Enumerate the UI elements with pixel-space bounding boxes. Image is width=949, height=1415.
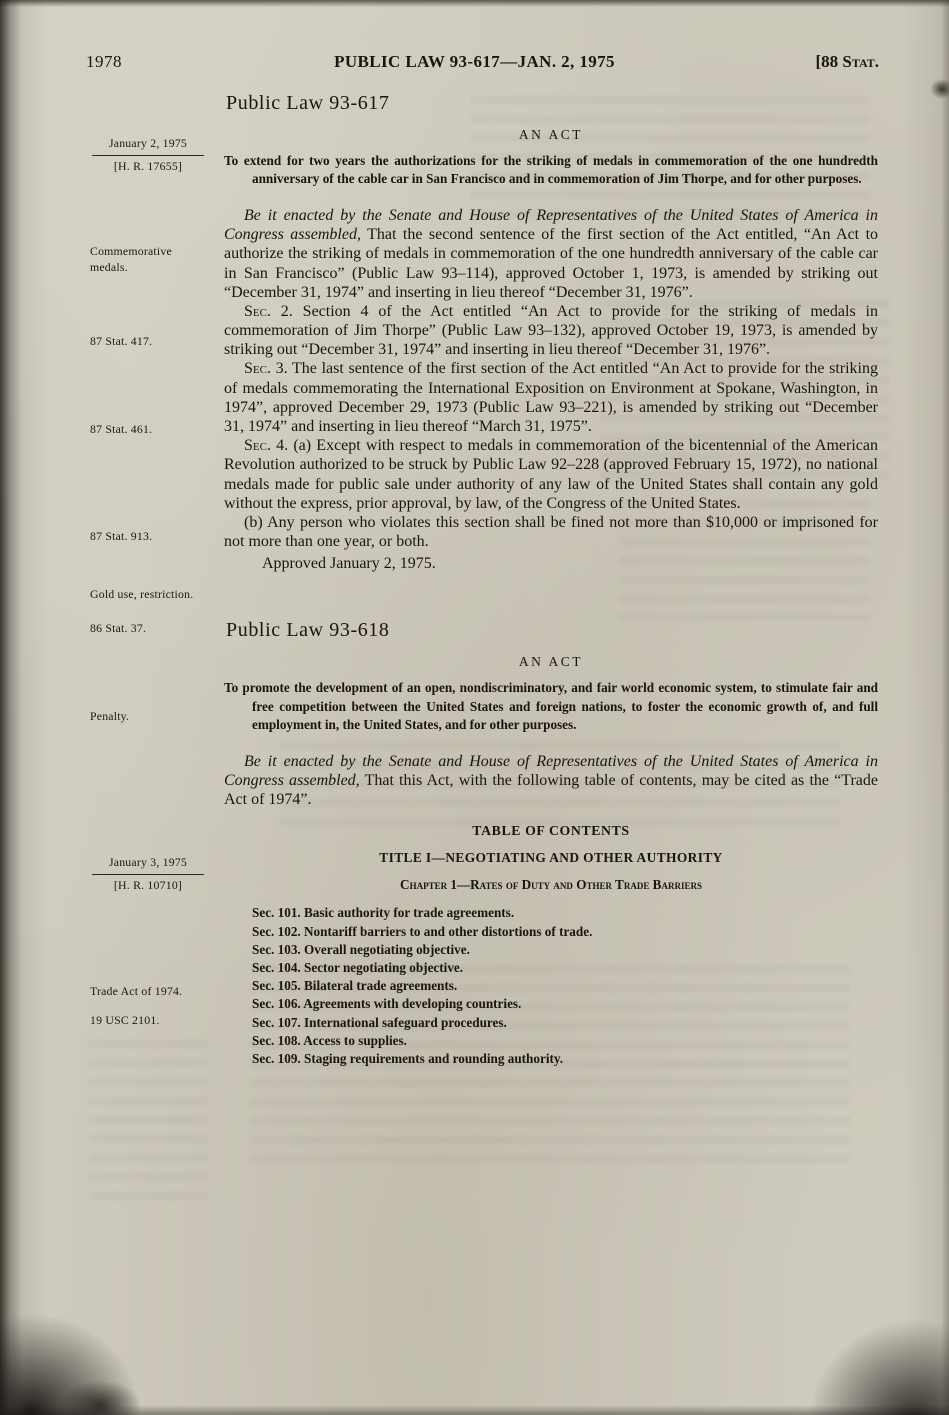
pl618-section-1-text: That this Act, with the following table of contents, may be cited as the “Trade Act of 1974”. (224, 771, 879, 809)
pl618-enacting-clause: Be it enacted by the Senate and House of Representatives of the United States of America in Congress assembled, (224, 752, 878, 789)
margin-note-stat-417: 87 Stat. 417. (90, 334, 153, 348)
page-body (224, 92, 878, 1068)
pl617-section-4b: (b) Any person who violates this section shall be fined not more than $10,000 or imprisoned for not more than one year, or both. (224, 513, 878, 551)
margin-note-gold-use: Gold use, restriction. (90, 587, 194, 601)
margin-bill-number: [H. R. 17655] (113, 158, 183, 173)
margin-note-stat-37: 86 Stat. 37. (90, 621, 147, 635)
margin-bill-number: [H. R. 10710] (113, 877, 183, 892)
margin-note-stat-461: 87 Stat. 461. (90, 422, 153, 436)
margin-note-date-pl618 (86, 855, 210, 893)
scan-smudge-top-right (929, 78, 949, 100)
running-header (0, 52, 949, 76)
pl617-section-2 (224, 302, 878, 360)
toc-entry: Sec. 107. International safeguard procedures. (252, 1014, 507, 1030)
pl617-section-4a (224, 436, 878, 513)
margin-note-stat-913: 87 Stat. 913. (90, 529, 153, 543)
stat-volume-ref: [88 Stat. (815, 52, 879, 71)
pl618-heading: Public Law 93-618 (226, 619, 390, 642)
bleed-through-ghost (88, 1040, 208, 1210)
page-number: 1978 (86, 52, 122, 71)
pl617-enacting-clause: Be it enacted by the Senate and House of Representatives of the United States of America in Congress assembled, (224, 206, 878, 244)
margin-rule (92, 155, 204, 156)
pl617-approval-date: Approved January 2, 1975. (262, 555, 436, 573)
toc-entry: Sec. 101. Basic authority for trade agreements. (252, 905, 515, 921)
scan-edge-shadow-left (0, 0, 22, 1415)
toc-entry: Sec. 104. Sector negotiating objective. (252, 960, 464, 976)
margin-note-trade-act: Trade Act of 1974. (90, 984, 183, 998)
toc-heading: TABLE OF CONTENTS (472, 823, 630, 839)
pl617-section-4a-text: (a) Except with respect to medals in commemoration of the bicentennial of the American Revolution authorized to be struck by Public Law 92–228 (approved February 15, 1972), no national medals made for public sale under authority of any law of the United States shall contain any gold without the express, prior approval, by law, of the Congress of the United States. (224, 437, 878, 512)
pl617-section-3-text: The last sentence of the first section of the Act entitled “An Act to provide for the striking of medals commemorating the International Exposition on Environment at Spokane, Washington, in 1974”, approved December 29, 1973 (Public Law 93–221), is amended by striking out “December 31, 1974” and inserting in lieu thereof “March 31, 1975”. (224, 360, 878, 436)
running-title: PUBLIC LAW 93-617—JAN. 2, 1975 (334, 52, 615, 71)
section-label: Sec. 3. (244, 360, 288, 378)
pl617-section-3 (224, 359, 878, 436)
margin-rule (92, 874, 204, 875)
toc-chapter-1: Chapter 1—Rates of Duty and Other Trade Barriers (400, 877, 702, 893)
margin-note-date-pl617 (86, 136, 210, 174)
toc-title-1: TITLE I—NEGOTIATING AND OTHER AUTHORITY (379, 850, 723, 866)
pl618-preamble: To promote the development of an open, nondiscriminatory, and fair world economic system, to stimulate fair and free competition between the United States and foreign nations, to foster the economic growth of, and full employment in, the United States, and for other purposes. (224, 680, 878, 733)
toc-entry: Sec. 103. Overall negotiating objective. (252, 941, 470, 957)
section-label: Sec. 2. (244, 302, 293, 320)
toc-entry: Sec. 109. Staging requirements and rounding authority. (252, 1051, 564, 1067)
margin-note-usc: 19 USC 2101. (90, 1013, 160, 1027)
pl617-an-act-label: AN ACT (518, 127, 584, 142)
scan-corner-stain-bottom-right (794, 1305, 949, 1415)
pl617-heading: Public Law 93-617 (226, 92, 390, 114)
scan-edge-shadow-top (0, 0, 949, 7)
section-label: Sec. 4. (244, 437, 289, 455)
pl617-section-1 (224, 206, 878, 302)
toc-entry: Sec. 102. Nontariff barriers to and other distortions of trade. (252, 923, 593, 939)
pl617-preamble: To extend for two years the authorizations for the striking of medals in commemoration of the one hundredth anniversary of the cable car in San Francisco and in commemoration of Jim Thorpe, and for other purposes. (224, 153, 878, 187)
margin-note-commemorative: Commemorative medals. (90, 244, 172, 274)
margin-date: January 3, 1975 (108, 855, 188, 869)
scan-stain-bottom (55, 1378, 145, 1415)
toc-entry: Sec. 105. Bilateral trade agreements. (252, 978, 458, 994)
scan-corner-stain-bottom-left (0, 1300, 155, 1415)
pl617-section-2-text: Section 4 of the Act entitled “An Act to provide for the striking of medals in commemoration of Jim Thorpe” (Public Law 93–132), approved October 19, 1973, is amended by striking out “December 31, 1974” and inserting in lieu thereof “December 31, 1976”. (224, 302, 878, 359)
margin-date: January 2, 1975 (108, 136, 188, 150)
scan-edge-shadow-right (941, 0, 949, 1415)
toc-list (224, 904, 878, 1068)
margin-note-penalty: Penalty. (90, 709, 130, 723)
scan-edge-shadow-bottom (0, 1405, 949, 1415)
toc-entry: Sec. 106. Agreements with developing countries. (252, 996, 522, 1012)
pl618-an-act-label: AN ACT (518, 654, 584, 670)
pl617-section-1-text: That the second sentence of the first section of the Act entitled, “An Act to authorize the striking of medals in commemoration of the one hundredth anniversary of the cable car in San Francisco” (Public Law 93–114), approved October 1, 1973, is amended by striking out “December 31, 1974” and inserting in lieu thereof “December 31, 1976”. (224, 226, 879, 301)
toc-entry: Sec. 108. Access to supplies. (252, 1032, 407, 1048)
pl618-section-1 (224, 752, 878, 810)
